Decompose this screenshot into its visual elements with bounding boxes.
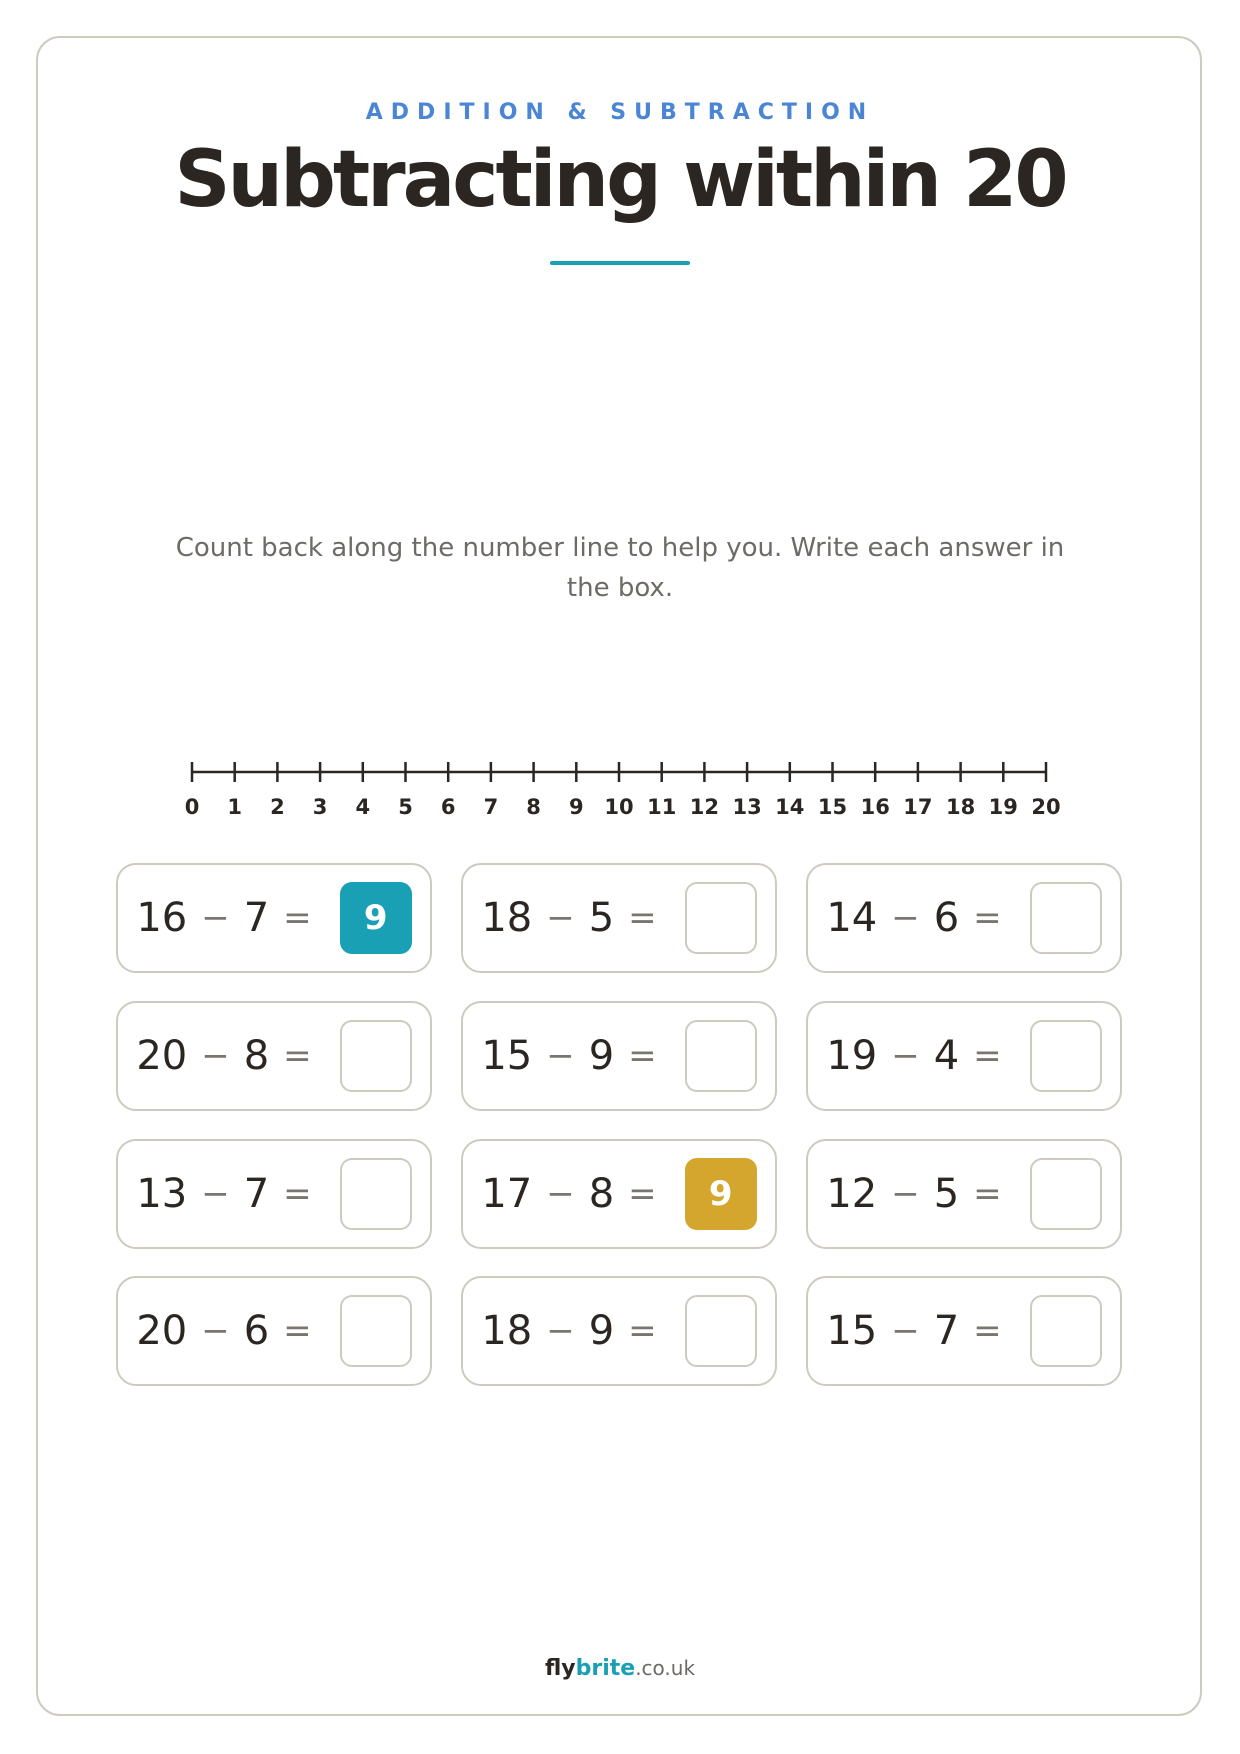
- problem-card: [116, 1139, 432, 1249]
- number-line-label: 15: [817, 795, 848, 819]
- brand-domain: .co.uk: [635, 1656, 696, 1680]
- problem-card: [116, 1276, 432, 1386]
- minus-sign: −: [201, 1311, 230, 1351]
- minuend: 15: [826, 1308, 878, 1354]
- minus-sign: −: [201, 898, 230, 938]
- problem-card: [461, 863, 777, 973]
- answer-box[interactable]: [340, 1158, 412, 1230]
- equals-sign: =: [283, 1174, 312, 1214]
- number-line-label: 17: [903, 795, 933, 819]
- equals-sign: =: [973, 898, 1002, 938]
- equation: [136, 882, 411, 954]
- number-line-label: 10: [604, 795, 634, 819]
- answer-box[interactable]: [1030, 882, 1102, 954]
- equation: [136, 1158, 411, 1230]
- subtrahend: 8: [588, 1171, 615, 1217]
- brand-fly: fly: [544, 1656, 576, 1681]
- number-line-label: 14: [775, 795, 805, 819]
- equals-sign: =: [973, 1311, 1002, 1351]
- minuend: 13: [136, 1171, 188, 1217]
- subtrahend: 7: [243, 895, 270, 941]
- subtrahend: 5: [588, 895, 615, 941]
- minuend: 20: [136, 1033, 188, 1079]
- minuend: 20: [136, 1308, 188, 1354]
- number-line-label: 0: [184, 795, 200, 819]
- problem-card: [806, 1276, 1122, 1386]
- instructions-text: Count back along the number line to help you. Write each answer in the box.: [175, 533, 1065, 603]
- number-line-label: 1: [227, 795, 243, 819]
- minuend: 18: [481, 895, 533, 941]
- subtrahend: 7: [243, 1171, 270, 1217]
- equals-sign: =: [283, 898, 312, 938]
- subtrahend: 8: [243, 1033, 270, 1079]
- subtrahend: 5: [933, 1171, 960, 1217]
- problem-card: [806, 1001, 1122, 1111]
- number-line-label: 2: [270, 795, 285, 819]
- answer-box[interactable]: 9: [340, 882, 412, 954]
- number-line-label: 12: [689, 795, 720, 819]
- problem-card: [461, 1001, 777, 1111]
- minus-sign: −: [546, 898, 575, 938]
- subtrahend: 9: [588, 1308, 615, 1354]
- number-line-label: 18: [945, 795, 976, 819]
- minus-sign: −: [891, 898, 920, 938]
- minuend: 18: [481, 1308, 533, 1354]
- equation: [481, 1158, 756, 1230]
- subtrahend: 7: [933, 1308, 960, 1354]
- answer-box[interactable]: 9: [685, 1158, 757, 1230]
- problem-card: [461, 1139, 777, 1249]
- number-line-label: 3: [312, 795, 328, 819]
- equals-sign: =: [628, 1174, 657, 1214]
- page-title: Subtracting within 20: [174, 135, 1066, 225]
- equation: [136, 1295, 411, 1367]
- answer-box[interactable]: [1030, 1295, 1102, 1367]
- equation: [826, 882, 1101, 954]
- equals-sign: =: [283, 1036, 312, 1076]
- equation: [826, 1158, 1101, 1230]
- minus-sign: −: [201, 1036, 230, 1076]
- number-line-label: 5: [398, 795, 413, 819]
- problem-card: [461, 1276, 777, 1386]
- answer-box[interactable]: [685, 1020, 757, 1092]
- number-line-label: 11: [647, 795, 677, 819]
- minus-sign: −: [891, 1036, 920, 1076]
- subject-kicker: ADDITION & SUBTRACTION: [365, 100, 875, 125]
- equation: [136, 1020, 411, 1092]
- minuend: 15: [481, 1033, 533, 1079]
- minuend: 17: [481, 1171, 533, 1217]
- subtrahend: 9: [588, 1033, 615, 1079]
- minuend: 14: [826, 895, 878, 941]
- answer-box[interactable]: [340, 1020, 412, 1092]
- equals-sign: =: [973, 1036, 1002, 1076]
- equation: [826, 1020, 1101, 1092]
- number-line-label: 8: [526, 795, 541, 819]
- minuend: 12: [826, 1171, 878, 1217]
- number-line: [0, 740, 1240, 830]
- minuend: 19: [826, 1033, 878, 1079]
- answer-box[interactable]: [1030, 1158, 1102, 1230]
- minus-sign: −: [891, 1311, 920, 1351]
- number-line-label: 4: [355, 795, 371, 819]
- minus-sign: −: [891, 1174, 920, 1214]
- number-line-label: 7: [483, 795, 499, 819]
- footer-brand: [0, 1656, 1240, 1681]
- equation: [481, 1020, 756, 1092]
- minus-sign: −: [546, 1174, 575, 1214]
- equation: [481, 1295, 756, 1367]
- answer-box[interactable]: [340, 1295, 412, 1367]
- minus-sign: −: [546, 1036, 575, 1076]
- equals-sign: =: [283, 1311, 312, 1351]
- number-line-label: 20: [1031, 795, 1061, 819]
- equation: [481, 882, 756, 954]
- problem-card: [116, 1001, 432, 1111]
- minuend: 16: [136, 895, 188, 941]
- equals-sign: =: [628, 1036, 657, 1076]
- number-line-label: 13: [732, 795, 762, 819]
- answer-box[interactable]: [1030, 1020, 1102, 1092]
- number-line-label: 9: [568, 795, 584, 819]
- subtrahend: 6: [243, 1308, 270, 1354]
- title-underline: [550, 261, 690, 265]
- minus-sign: −: [201, 1174, 230, 1214]
- equals-sign: =: [973, 1174, 1002, 1214]
- number-line-label: 16: [860, 795, 890, 819]
- minus-sign: −: [546, 1311, 575, 1351]
- number-line-label: 19: [988, 795, 1018, 819]
- subtrahend: 6: [933, 895, 960, 941]
- number-line-label: 6: [440, 795, 456, 819]
- equals-sign: =: [628, 1311, 657, 1351]
- problem-card: [806, 863, 1122, 973]
- problem-card: [806, 1139, 1122, 1249]
- answer-box[interactable]: [685, 882, 757, 954]
- answer-box[interactable]: [685, 1295, 757, 1367]
- subtrahend: 4: [933, 1033, 960, 1079]
- equation: [826, 1295, 1101, 1367]
- equals-sign: =: [628, 898, 657, 938]
- brand-brite: brite: [575, 1656, 636, 1681]
- problem-card: [116, 863, 432, 973]
